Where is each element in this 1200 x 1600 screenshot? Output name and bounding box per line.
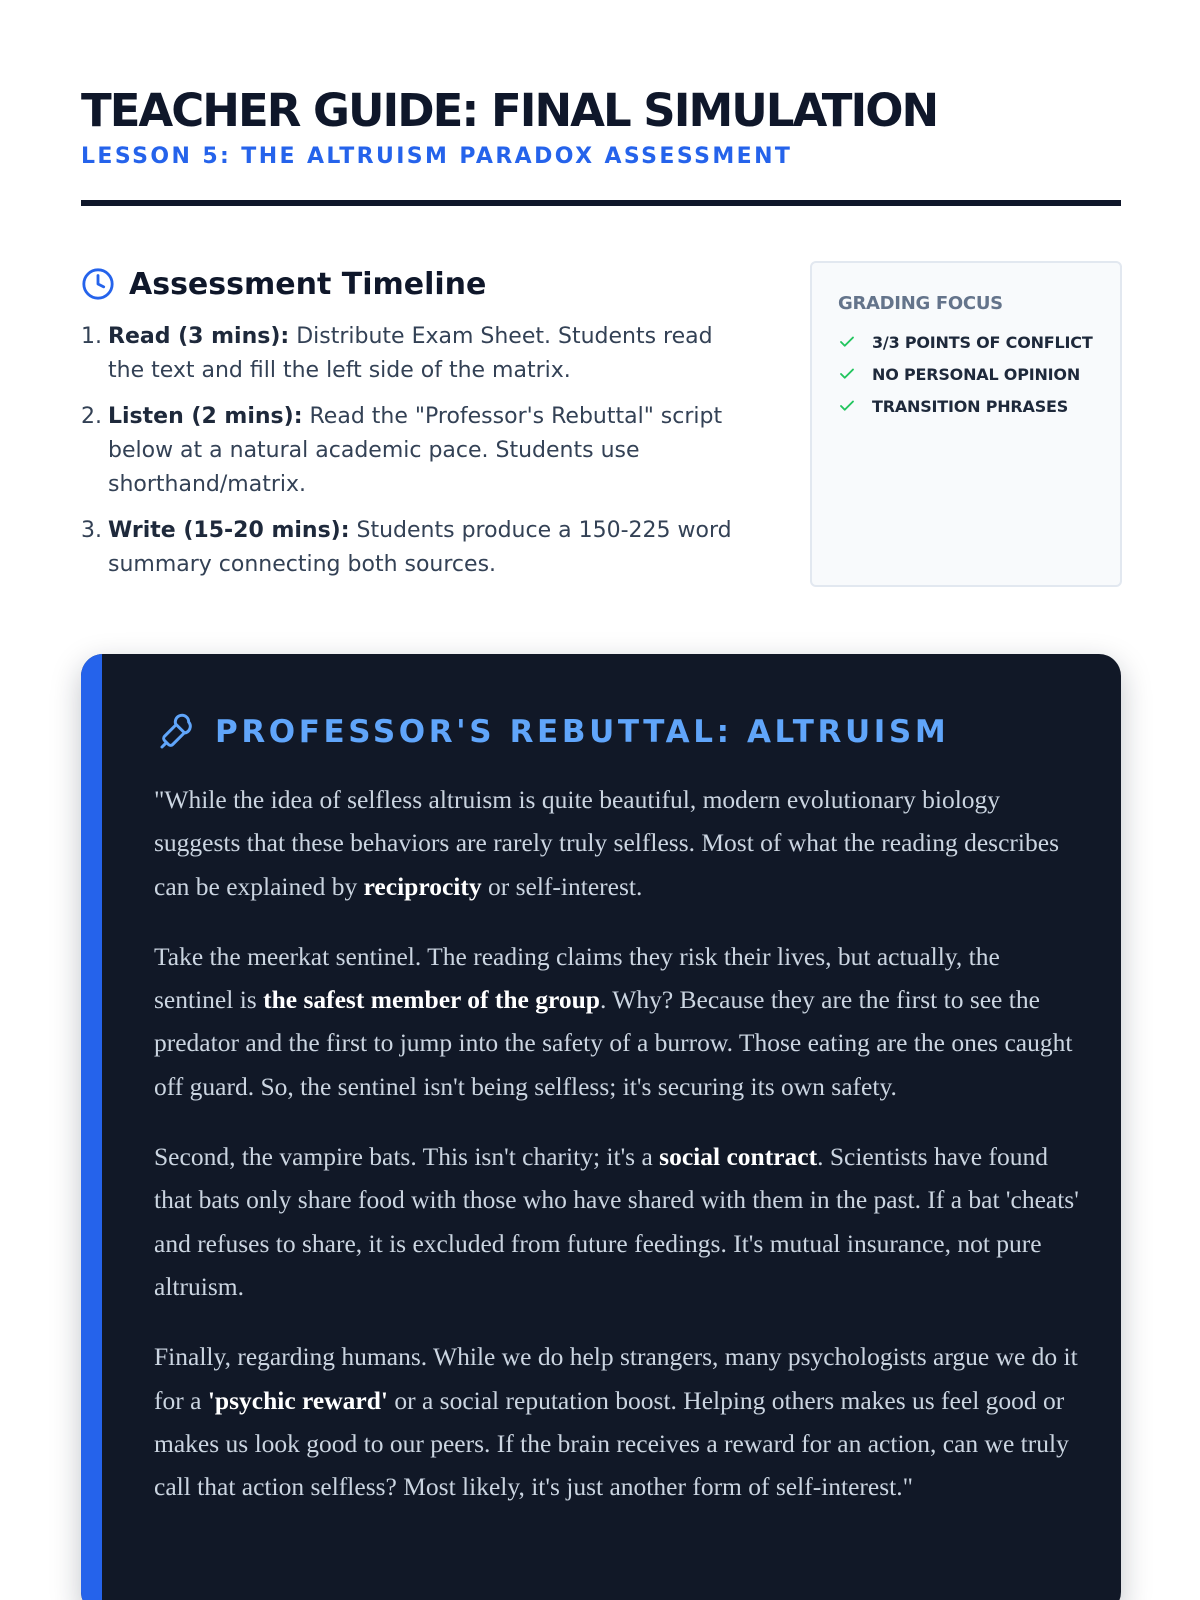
grading-focus-panel	[810, 261, 1122, 587]
professor-rebuttal-card	[81, 654, 1121, 1600]
rebuttal-paragraph	[154, 1335, 1084, 1508]
paragraph-text: . Why? Because they are the first to see the predator and the first to jump into the safety of a burrow. Those eating are the ones caught off guard. So, the sentinel isn't being selfless; it's securing its own safety.	[154, 985, 1073, 1101]
step-lead: Write (15-20 mins):	[108, 518, 350, 543]
paragraph-text: Second, the vampire bats. This isn't charity; it's a	[154, 1142, 660, 1172]
step-lead: Listen (2 mins):	[108, 404, 303, 429]
rebuttal-paragraph	[154, 1135, 1084, 1308]
check-icon	[838, 365, 856, 383]
microphone-icon	[157, 712, 197, 752]
rebuttal-header	[157, 712, 949, 752]
check-icon	[838, 397, 856, 415]
assessment-timeline	[81, 262, 751, 594]
grading-focus-label: 3/3 POINTS OF CONFLICT	[872, 332, 1093, 352]
paragraph-emphasis: social contract	[659, 1142, 818, 1172]
paragraph-text: Take the meerkat sentinel. The reading claims they risk their lives, but actually, the sentinel is	[154, 941, 1000, 1015]
grading-focus-list	[838, 326, 1094, 422]
grading-focus-item	[838, 390, 1094, 422]
header-divider	[81, 200, 1121, 206]
paragraph-text: Finally, regarding humans. While we do help strangers, many psychologists argue we do it for a	[154, 1342, 1078, 1415]
step-number: 3.	[81, 518, 102, 543]
paragraph-emphasis: 'psychic reward'	[207, 1385, 388, 1415]
paragraph-text: . Scientists have found that bats only share food with those who have shared with them in the past. If a bat 'cheats' and refuses to share, it is excluded from future feedings. It's mutual insurance, not pure altruism.	[154, 1142, 1079, 1301]
step-text: Read the "Professor's Rebuttal" script below at a natural academic pace. Students use shorthand/matrix.	[108, 404, 723, 497]
timeline-step	[81, 514, 751, 582]
paragraph-emphasis: reciprocity	[363, 871, 482, 901]
timeline-title: Assessment Timeline	[129, 266, 487, 302]
timeline-step	[81, 400, 751, 502]
rebuttal-script	[154, 778, 1084, 1535]
timeline-header	[81, 262, 751, 306]
check-icon	[838, 333, 856, 351]
grading-focus-label: TRANSITION PHRASES	[872, 396, 1069, 416]
timeline-steps	[81, 320, 751, 582]
rebuttal-paragraph	[154, 778, 1084, 908]
clock-icon	[81, 267, 115, 301]
paragraph-text: or self-interest.	[481, 871, 643, 901]
card-accent-bar	[81, 654, 102, 1600]
timeline-step	[81, 320, 751, 388]
grading-focus-label: NO PERSONAL OPINION	[872, 364, 1081, 384]
step-text: Students produce a 150-225 word summary connecting both sources.	[108, 518, 732, 577]
paragraph-emphasis: the safest member of the group	[263, 985, 600, 1015]
page-title: TEACHER GUIDE: FINAL SIMULATION	[81, 84, 938, 137]
grading-focus-item	[838, 358, 1094, 390]
paragraph-text: "While the idea of selfless altruism is quite beautiful, modern evolutionary biology suggests that these behaviors are rarely truly selfless. Most of what the reading describes can be explained by	[154, 785, 1059, 901]
step-text: Distribute Exam Sheet. Students read the text and fill the left side of the matrix.	[108, 324, 713, 383]
page-subtitle: LESSON 5: THE ALTRUISM PARADOX ASSESSMENT	[81, 144, 793, 169]
grading-focus-item	[838, 326, 1094, 358]
step-lead: Read (3 mins):	[108, 324, 290, 349]
grading-focus-title: GRADING FOCUS	[838, 293, 1003, 314]
step-number: 2.	[81, 404, 102, 429]
rebuttal-paragraph	[154, 935, 1084, 1108]
paragraph-text: or a social reputation boost. Helping others makes us feel good or makes us look good to our peers. If the brain receives a reward for an action, can we truly call that action selfless? Most likely, it's just another form of self-interest."	[154, 1385, 1069, 1502]
rebuttal-title: PROFESSOR'S REBUTTAL: ALTRUISM	[215, 714, 950, 750]
step-number: 1.	[81, 324, 102, 349]
